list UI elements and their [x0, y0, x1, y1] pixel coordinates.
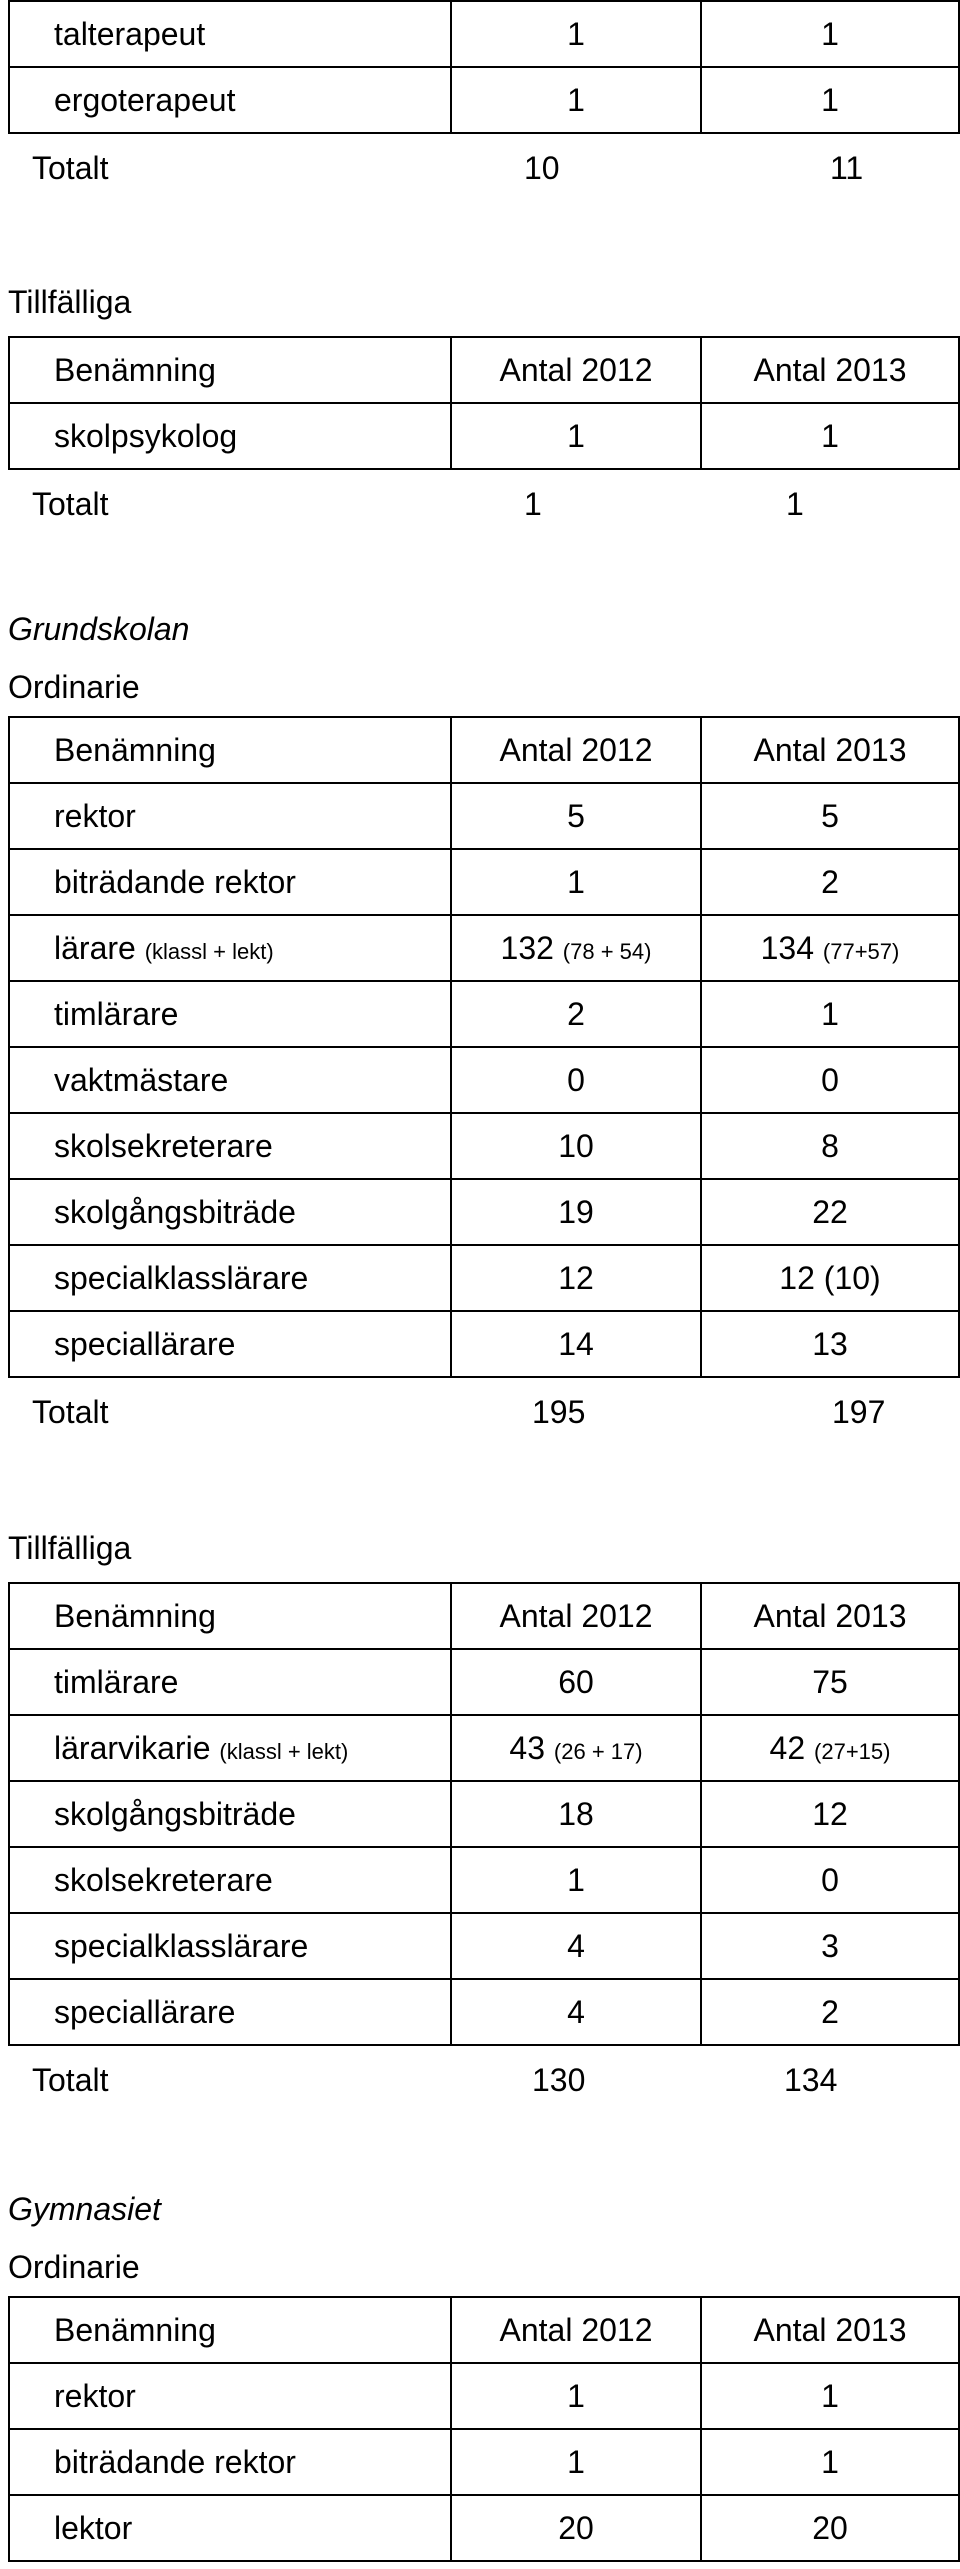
- total-label: Totalt: [32, 2062, 109, 2098]
- table-row: [9, 1311, 959, 1377]
- count-2013-cell: 22: [701, 1179, 959, 1245]
- role-cell: ergoterapeut: [9, 67, 451, 133]
- role-cell: speciallärare: [9, 1979, 451, 2045]
- count-2013-cell: 2: [701, 1979, 959, 2045]
- count-2012-cell: 1: [451, 2363, 701, 2429]
- table-header-row: [9, 337, 959, 403]
- section-2: [8, 268, 958, 538]
- count-2012-cell: 2: [451, 981, 701, 1047]
- table-row: [9, 849, 959, 915]
- table-row: [9, 2495, 959, 2561]
- header-2013: Antal 2013: [701, 337, 959, 403]
- total-row: [8, 2046, 958, 2114]
- staff-table: [8, 1582, 960, 2046]
- header-role: Benämning: [9, 1583, 451, 1649]
- table-row: [9, 783, 959, 849]
- count-value: 42: [769, 1729, 806, 1766]
- staff-table: [8, 2296, 960, 2562]
- table-header-row: [9, 717, 959, 783]
- role-note: (klassl + lekt): [219, 1738, 349, 1764]
- header-role: Benämning: [9, 717, 451, 783]
- role-cell: timlärare: [9, 981, 451, 1047]
- count-note: (26 + 17): [553, 1738, 643, 1764]
- role-cell: rektor: [9, 2363, 451, 2429]
- count-2012-cell: 1: [451, 2429, 701, 2495]
- total-2013: 197: [832, 1394, 886, 1430]
- school-title: Grundskolan: [8, 611, 190, 647]
- role-cell: skolpsykolog: [9, 403, 451, 469]
- total-row: [8, 470, 958, 538]
- count-2013-cell: 12: [701, 1781, 959, 1847]
- count-2012-cell: 1: [451, 1, 701, 67]
- count-2013-cell: 1: [701, 67, 959, 133]
- total-label: Totalt: [32, 486, 109, 522]
- total-2012: 10: [524, 150, 560, 186]
- table-row: [9, 1649, 959, 1715]
- count-value: 132: [500, 929, 554, 966]
- role-cell: biträdande rektor: [9, 849, 451, 915]
- header-2012: Antal 2012: [451, 2297, 701, 2363]
- table-header-row: [9, 1583, 959, 1649]
- header-2013: Antal 2013: [701, 1583, 959, 1649]
- count-2013-cell: 3: [701, 1913, 959, 1979]
- table-row: [9, 1781, 959, 1847]
- count-2012-cell: 18: [451, 1781, 701, 1847]
- count-2013-cell: 8: [701, 1113, 959, 1179]
- total-2012: 1: [524, 486, 542, 522]
- count-2012-cell: 14: [451, 1311, 701, 1377]
- header-2012: Antal 2012: [451, 337, 701, 403]
- count-value: 134: [760, 929, 815, 966]
- count-2013-cell: 1: [701, 2363, 959, 2429]
- count-2013-cell: 5: [701, 783, 959, 849]
- count-2013-cell: 75: [701, 1649, 959, 1715]
- count-2012-cell: 0: [451, 1047, 701, 1113]
- role-cell: specialklasslärare: [9, 1245, 451, 1311]
- count-2013-cell: 0: [701, 1847, 959, 1913]
- table-row: [9, 1847, 959, 1913]
- table-row: [9, 1179, 959, 1245]
- role-cell: biträdande rektor: [9, 2429, 451, 2495]
- section-gymnasiet-ordinarie: [8, 2180, 958, 2562]
- role-cell: timlärare: [9, 1649, 451, 1715]
- role-cell: rektor: [9, 783, 451, 849]
- count-note: (77+57): [822, 938, 900, 964]
- count-2013-cell: 20: [701, 2495, 959, 2561]
- role-cell: [9, 1715, 451, 1781]
- table-row: [9, 981, 959, 1047]
- count-2013-cell: [701, 1715, 959, 1781]
- role-cell: lektor: [9, 2495, 451, 2561]
- section-grundskolan-ordinarie: [8, 600, 958, 1446]
- count-note: (78 + 54): [562, 938, 652, 964]
- total-row: [8, 134, 958, 202]
- role-name: lärare: [54, 929, 136, 966]
- staff-table: [8, 716, 960, 1378]
- table-header-row: [9, 2297, 959, 2363]
- table-row: [9, 1979, 959, 2045]
- total-label: Totalt: [32, 150, 109, 186]
- total-2013: 11: [830, 150, 864, 186]
- header-role: Benämning: [9, 2297, 451, 2363]
- count-2012-cell: 1: [451, 67, 701, 133]
- total-row: [8, 1378, 958, 1446]
- section-grundskolan-tillfalliga: [8, 1514, 958, 2114]
- count-2012-cell: 4: [451, 1913, 701, 1979]
- count-2012-cell: 1: [451, 1847, 701, 1913]
- staff-table: [8, 0, 960, 134]
- count-2012-cell: 19: [451, 1179, 701, 1245]
- total-2013: 1: [786, 486, 804, 522]
- count-2012-cell: 4: [451, 1979, 701, 2045]
- header-role: Benämning: [9, 337, 451, 403]
- role-cell: skolgångsbiträde: [9, 1781, 451, 1847]
- table-row: [9, 1245, 959, 1311]
- count-2013-cell: 2: [701, 849, 959, 915]
- role-cell: skolsekreterare: [9, 1847, 451, 1913]
- count-2013-cell: 12 (10): [701, 1245, 959, 1311]
- count-2013-cell: 13: [701, 1311, 959, 1377]
- section-title: Tillfälliga: [8, 284, 132, 320]
- table-row: [9, 1715, 959, 1781]
- section-title: Ordinarie: [8, 669, 140, 705]
- table-row: [9, 67, 959, 133]
- count-2012-cell: 12: [451, 1245, 701, 1311]
- count-2013-cell: 1: [701, 2429, 959, 2495]
- header-2012: Antal 2012: [451, 1583, 701, 1649]
- role-cell: speciallärare: [9, 1311, 451, 1377]
- header-2013: Antal 2013: [701, 2297, 959, 2363]
- count-2012-cell: 1: [451, 403, 701, 469]
- role-name: lärarvikarie: [54, 1729, 211, 1766]
- table-row: [9, 1913, 959, 1979]
- table-row: [9, 915, 959, 981]
- total-label: Totalt: [32, 1394, 109, 1430]
- count-2013-cell: 0: [701, 1047, 959, 1113]
- table-row: [9, 1113, 959, 1179]
- count-2012-cell: 10: [451, 1113, 701, 1179]
- role-cell: vaktmästare: [9, 1047, 451, 1113]
- count-2013-cell: 1: [701, 981, 959, 1047]
- header-2013: Antal 2013: [701, 717, 959, 783]
- total-2013: 134: [784, 2062, 838, 2098]
- count-2012-cell: [451, 915, 701, 981]
- total-2012: 130: [532, 2062, 586, 2098]
- count-value: 43: [509, 1729, 546, 1766]
- count-2012-cell: 20: [451, 2495, 701, 2561]
- role-cell: skolgångsbiträde: [9, 1179, 451, 1245]
- total-2012: 195: [532, 1394, 586, 1430]
- role-note: (klassl + lekt): [144, 938, 274, 964]
- header-2012: Antal 2012: [451, 717, 701, 783]
- role-cell: [9, 915, 451, 981]
- table-row: [9, 2363, 959, 2429]
- count-note: (27+15): [814, 1738, 891, 1764]
- role-cell: specialklasslärare: [9, 1913, 451, 1979]
- count-2013-cell: [701, 915, 959, 981]
- table-row: [9, 403, 959, 469]
- school-title: Gymnasiet: [8, 2191, 161, 2227]
- count-2012-cell: [451, 1715, 701, 1781]
- count-2013-cell: 1: [701, 1, 959, 67]
- table-row: [9, 1, 959, 67]
- count-2012-cell: 5: [451, 783, 701, 849]
- table-row: [9, 1047, 959, 1113]
- count-2013-cell: 1: [701, 403, 959, 469]
- section-title: Ordinarie: [8, 2249, 140, 2285]
- role-cell: skolsekreterare: [9, 1113, 451, 1179]
- role-cell: talterapeut: [9, 1, 451, 67]
- staff-table: [8, 336, 960, 470]
- count-2012-cell: 60: [451, 1649, 701, 1715]
- section-1: [8, 0, 958, 202]
- section-title: Tillfälliga: [8, 1530, 132, 1566]
- count-2012-cell: 1: [451, 849, 701, 915]
- table-row: [9, 2429, 959, 2495]
